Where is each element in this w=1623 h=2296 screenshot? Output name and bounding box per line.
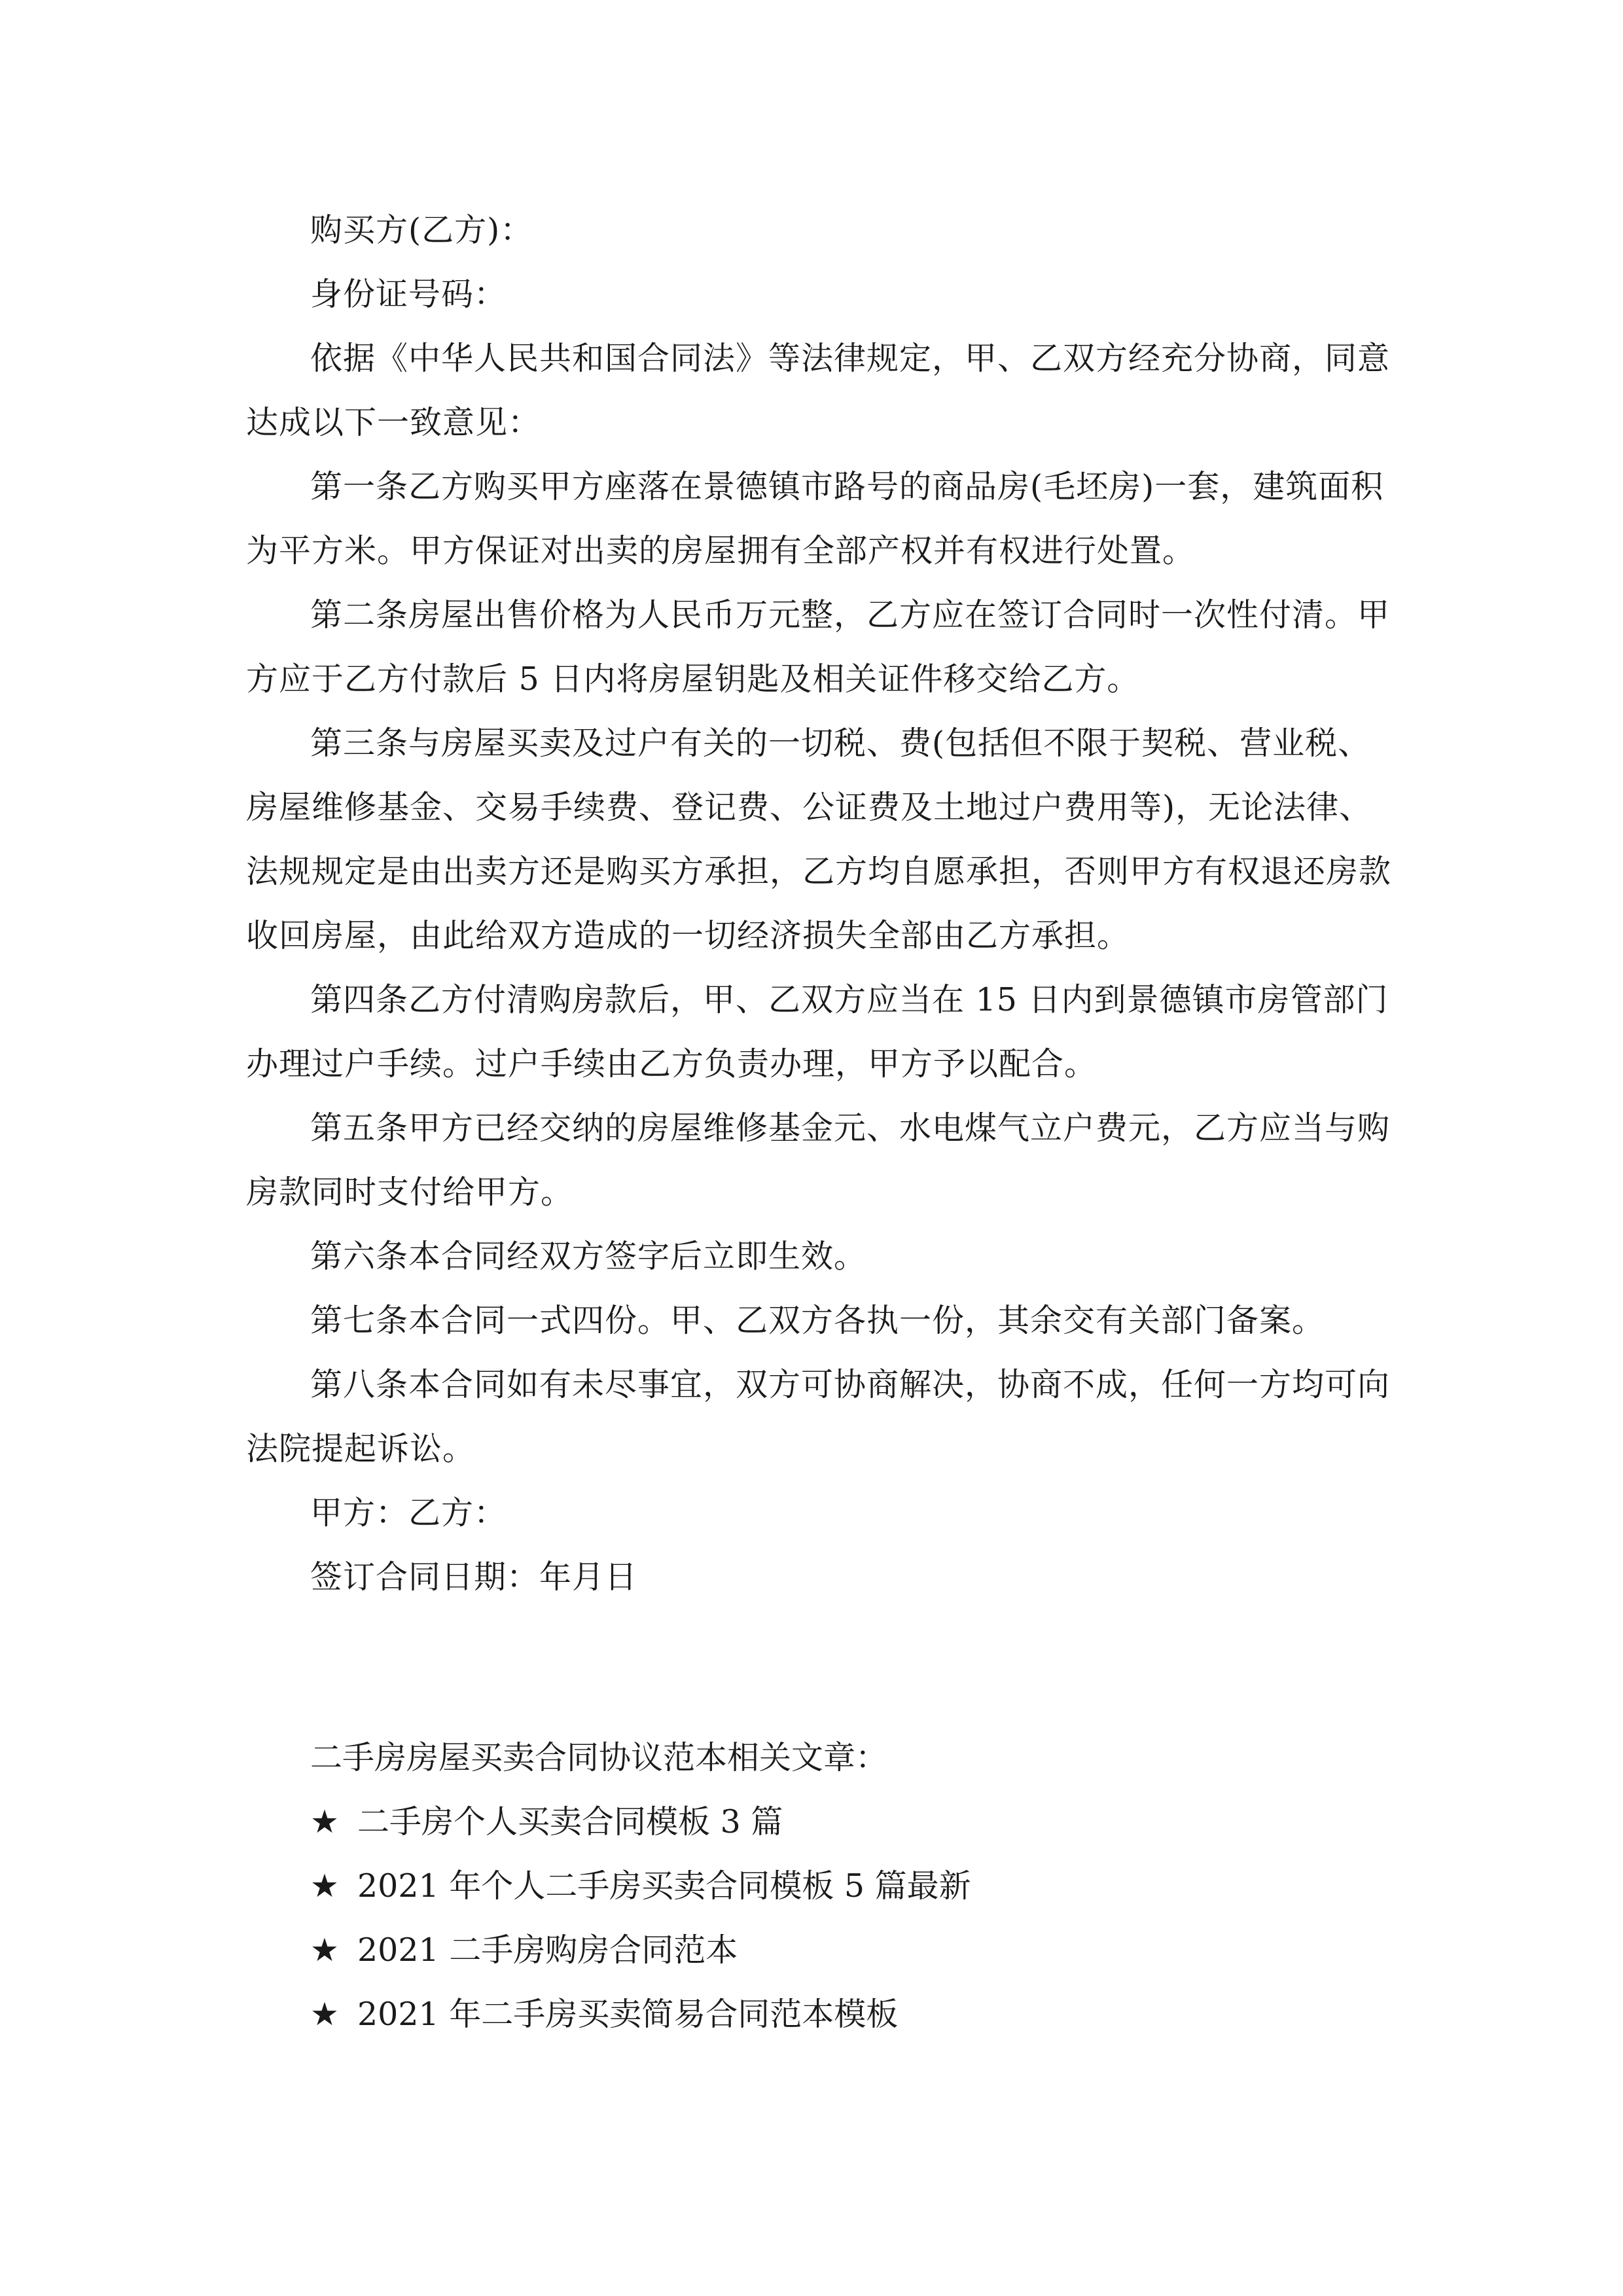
article-7: 第七条本合同一式四份。甲、乙双方各执一份，其余交有关部门备案。 [310, 1302, 1325, 1339]
intro-paragraph-line-1: 依据《中华人民共和国合同法》等法律规定，甲、乙双方经充分协商，同意 [310, 340, 1391, 377]
related-article-label: 2021 二手房购房合同范本 [357, 1931, 738, 1969]
related-article-link[interactable] [310, 1982, 898, 2047]
article-2-line-2: 方应于乙方付款后 5 日内将房屋钥匙及相关证件移交给乙方。 [246, 660, 1140, 698]
intro-paragraph-line-2: 达成以下一致意见： [246, 404, 541, 441]
article-6: 第六条本合同经双方签字后立即生效。 [310, 1238, 867, 1275]
article-1-line-2: 为平方米。甲方保证对出卖的房屋拥有全部产权并有权进行处置。 [246, 532, 1196, 569]
article-3-line-2: 房屋维修基金、交易手续费、登记费、公证费及土地过户费用等)，无论法律、 [246, 789, 1372, 826]
related-article-link[interactable] [310, 1790, 783, 1854]
related-article-label: 2021 年二手房买卖简易合同范本模板 [357, 1996, 899, 2033]
id-number-label: 身份证号码： [310, 276, 507, 313]
star-icon: ★ [310, 1867, 339, 1905]
article-3-line-3: 法规规定是由出卖方还是购买方承担，乙方均自愿承担，否则甲方有权退还房款 [246, 853, 1392, 890]
article-1-line-1: 第一条乙方购买甲方座落在景德镇市路号的商品房(毛坯房)一套，建筑面积 [310, 468, 1384, 505]
article-4-line-2: 办理过户手续。过户手续由乙方负责办理，甲方予以配合。 [246, 1045, 1097, 1083]
buyer-label: 购买方(乙方)： [310, 211, 533, 249]
article-8-line-1: 第八条本合同如有未尽事宜，双方可协商解决，协商不成，任何一方均可向 [310, 1366, 1391, 1403]
article-5-line-2: 房款同时支付给甲方。 [246, 1174, 574, 1211]
star-icon: ★ [310, 1996, 339, 2033]
article-2-line-1: 第二条房屋出售价格为人民币万元整，乙方应在签订合同时一次性付清。甲 [310, 596, 1391, 634]
article-8-line-2: 法院提起诉讼。 [246, 1430, 476, 1467]
signature-line: 甲方：乙方： [310, 1494, 507, 1532]
related-article-label: 2021 年个人二手房买卖合同模板 5 篇最新 [357, 1867, 971, 1905]
article-4-line-1: 第四条乙方付清购房款后，甲、乙双方应当在 15 日内到景德镇市房管部门 [310, 981, 1389, 1018]
related-article-label: 二手房个人买卖合同模板 3 篇 [357, 1803, 783, 1840]
related-article-link[interactable] [310, 1854, 971, 1918]
article-5-line-1: 第五条甲方已经交纳的房屋维修基金元、水电煤气立户费元，乙方应当与购 [310, 1109, 1391, 1147]
star-icon: ★ [310, 1803, 339, 1840]
related-article-link[interactable] [310, 1918, 738, 1982]
star-icon: ★ [310, 1931, 339, 1969]
article-3-line-1: 第三条与房屋买卖及过户有关的一切税、费(包括但不限于契税、营业税、 [310, 725, 1371, 762]
related-articles-title: 二手房房屋买卖合同协议范本相关文章： [310, 1739, 888, 1776]
article-3-line-4: 收回房屋，由此给双方造成的一切经济损失全部由乙方承担。 [246, 917, 1130, 954]
contract-date-line: 签订合同日期：年月日 [310, 1558, 638, 1596]
